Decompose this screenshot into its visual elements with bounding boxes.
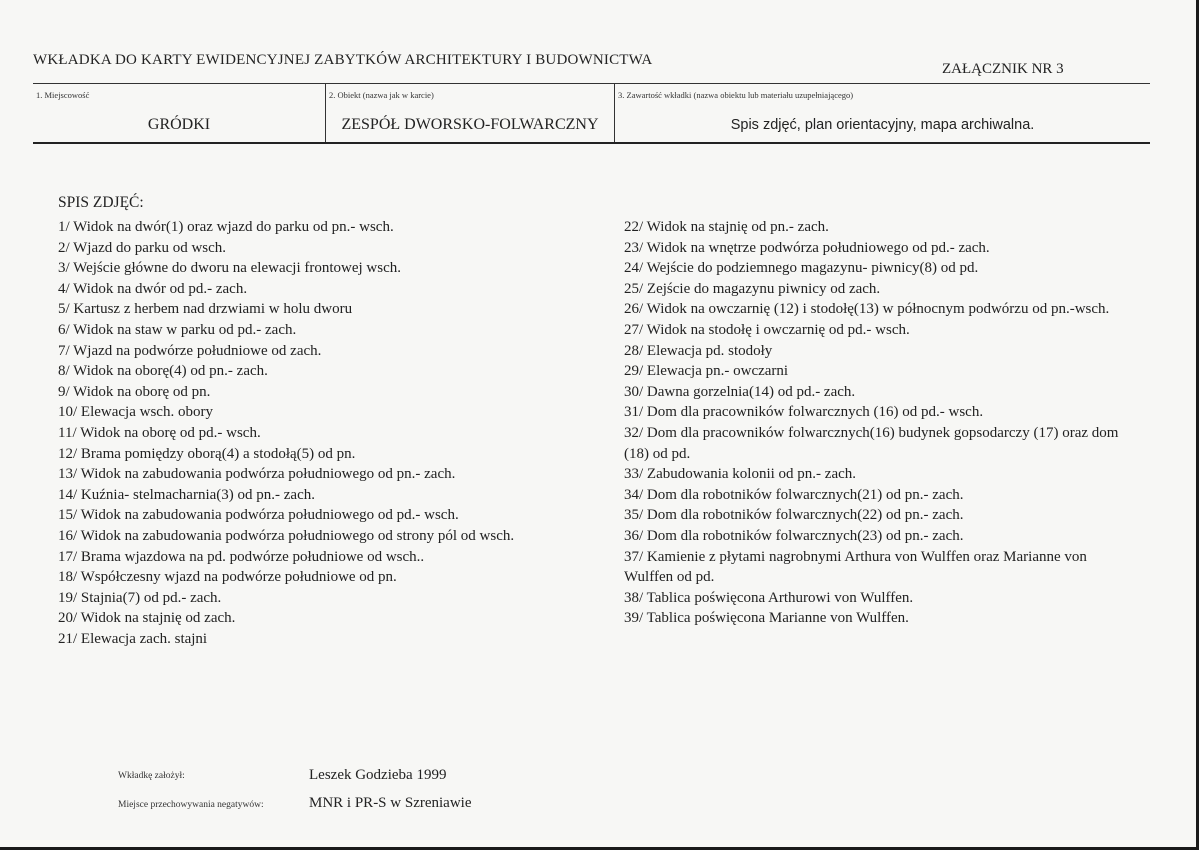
- photo-list-item: 3/ Wejście główne do dworu na elewacji frontowej wsch.: [58, 260, 402, 277]
- photo-list-item: 2/ Wjazd do parku od wsch.: [58, 239, 227, 256]
- photo-list-item: 34/ Dom dla robotników folwarcznych(21) od pn.- zach.: [624, 486, 964, 503]
- photo-list-item: 7/ Wjazd na podwórze południowe od zach.: [58, 342, 322, 359]
- photo-list-item: 24/ Wejście do podziemnego magazynu- piwnicy(8) od pd.: [624, 260, 979, 277]
- photo-list-item: 15/ Widok na zabudowania podwórza południowego od pd.- wsch.: [58, 507, 459, 524]
- photo-list-item: 27/ Widok na stodołę i owczarnię od pd.- wsch.: [624, 321, 910, 338]
- photo-list-item: 16/ Widok na zabudowania podwórza południowego od strony pól od wsch.: [58, 527, 515, 544]
- photo-list-item: 23/ Widok na wnętrze podwórza południowego od pd.- zach.: [624, 239, 990, 256]
- field-contents-label: 3. Zawartość wkładki (nazwa obiektu lub materiału uzupełniającego): [618, 90, 854, 100]
- field-object-value: ZESPÓŁ DWORSKO-FOLWARCZNY: [341, 116, 599, 133]
- negatives-storage-label: Miejsce przechowywania negatywów:: [118, 800, 264, 810]
- field-locality-value: GRÓDKI: [147, 116, 211, 133]
- field-locality: [33, 84, 325, 142]
- photo-list-title: SPIS ZDJĘĆ:: [58, 194, 144, 211]
- photo-list-item: 19/ Stajnia(7) od pd.- zach.: [58, 589, 222, 606]
- photo-list-item: 20/ Widok na stajnię od zach.: [58, 610, 236, 627]
- photo-list-item: 35/ Dom dla robotników folwarcznych(22) od pn.- zach.: [624, 507, 964, 524]
- author-label: Wkładkę założył:: [118, 771, 185, 781]
- photo-list-item: 38/ Tablica poświęcona Arthurowi von Wulffen.: [624, 589, 914, 606]
- photo-list-item: 9/ Widok na oborę od pn.: [58, 383, 211, 400]
- field-object-label: 2. Obiekt (nazwa jak w karcie): [329, 90, 434, 100]
- field-locality-label: 1. Miejscowość: [36, 90, 90, 100]
- field-object: [325, 84, 614, 142]
- photo-list-item: 32/ Dom dla pracowników folwarcznych(16) budynek gopsodarczy (17) oraz dom (18) od pd.: [624, 424, 1119, 462]
- photo-list-item: 11/ Widok na oborę od pd.- wsch.: [58, 424, 261, 441]
- photo-list-item: 26/ Widok na owczarnię (12) i stodołę(13) w północnym podwórzu od pn.-wsch.: [624, 301, 1110, 318]
- photo-list-item: 29/ Elewacja pn.- owczarni: [624, 363, 789, 380]
- photo-list-item: 30/ Dawna gorzelnia(14) od pd.- zach.: [624, 383, 856, 400]
- photo-list-item: 1/ Widok na dwór(1) oraz wjazd do parku od pn.- wsch.: [58, 219, 394, 235]
- photo-list-item: 12/ Brama pomiędzy oborą(4) a stodołą(5) od pn.: [58, 445, 356, 462]
- header-table: [33, 83, 1150, 144]
- photo-list-right: [624, 217, 1134, 629]
- photo-list-left: [58, 217, 598, 649]
- photo-list-item: 10/ Elewacja wsch. obory: [58, 404, 213, 421]
- photo-list-item: 22/ Widok na stajnię od pn.- zach.: [624, 219, 829, 235]
- photo-list-item: 8/ Widok na oborę(4) od pn.- zach.: [58, 363, 268, 380]
- author-value: Leszek Godzieba 1999: [309, 767, 447, 783]
- photo-list-item: 5/ Kartusz z herbem nad drzwiami w holu dworu: [58, 301, 353, 318]
- photo-list-item: 33/ Zabudowania kolonii od pn.- zach.: [624, 466, 857, 483]
- photo-list-item: 14/ Kuźnia- stelmacharnia(3) od pn.- zach.: [58, 486, 315, 503]
- photo-list-item: 28/ Elewacja pd. stodoły: [624, 342, 773, 359]
- photo-list-item: 6/ Widok na staw w parku od pd.- zach.: [58, 321, 297, 338]
- photo-list-item: 36/ Dom dla robotników folwarcznych(23) od pn.- zach.: [624, 527, 964, 544]
- negatives-storage-value: MNR i PR-S w Szreniawie: [309, 795, 472, 811]
- photo-list-item: 17/ Brama wjazdowa na pd. podwórze południowe od wsch..: [58, 548, 425, 565]
- document-title: WKŁADKA DO KARTY EWIDENCYJNEJ ZABYTKÓW ARCHITEKTURY I BUDOWNICTWA: [33, 52, 653, 68]
- field-contents-value: Spis zdjęć, plan orientacyjny, mapa archiwalna.: [730, 117, 1035, 133]
- field-contents: [614, 84, 1150, 142]
- photo-list-item: 13/ Widok na zabudowania podwórza południowego od pn.- zach.: [58, 466, 456, 483]
- photo-list-item: 4/ Widok na dwór od pd.- zach.: [58, 280, 248, 297]
- photo-list-item: 25/ Zejście do magazynu piwnicy od zach.: [624, 280, 881, 297]
- photo-list-item: 31/ Dom dla pracowników folwarcznych (16) od pd.- wsch.: [624, 404, 984, 421]
- photo-list-item: 37/ Kamienie z płytami nagrobnymi Arthura von Wulffen oraz Marianne von Wulffen od pd.: [624, 548, 1087, 586]
- photo-list-item: 18/ Współczesny wjazd na podwórze południowe od pn.: [58, 569, 397, 586]
- photo-list-item: 21/ Elewacja zach. stajni: [58, 630, 208, 647]
- annex-number: ZAŁĄCZNIK NR 3: [942, 61, 1064, 77]
- photo-list-item: 39/ Tablica poświęcona Marianne von Wulffen.: [624, 610, 909, 627]
